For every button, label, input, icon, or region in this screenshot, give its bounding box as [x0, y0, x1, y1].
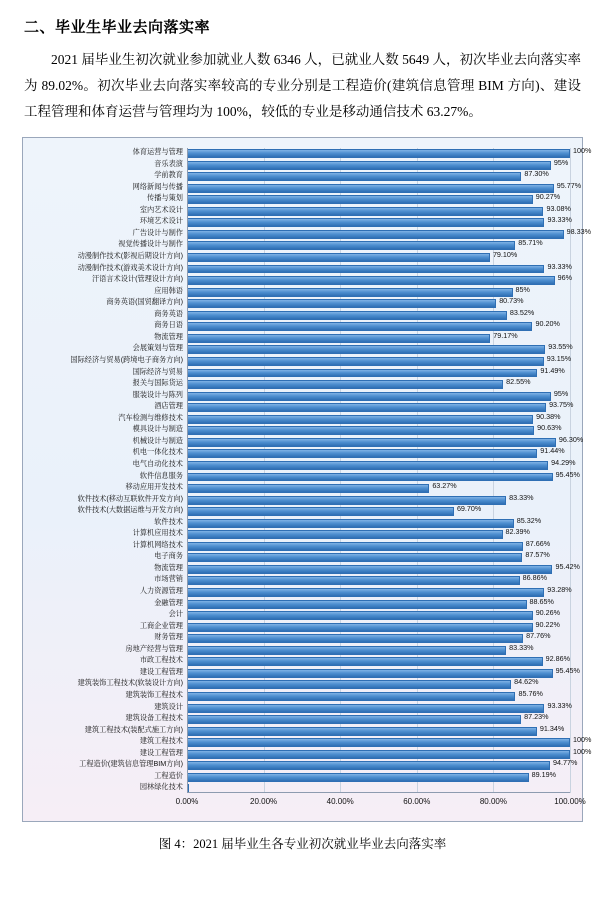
chart-value-label: 88.65%: [529, 596, 554, 606]
chart-bar: [187, 646, 506, 655]
chart-bar-row: [132, 377, 570, 391]
chart-category-label: 网络新闻与传播: [132, 181, 183, 191]
chart-bar: [187, 600, 527, 609]
chart-bar: [187, 507, 454, 516]
chart-bar-row: [139, 215, 572, 229]
chart-value-label: 93.33%: [547, 215, 572, 225]
chart-bar-row: [139, 585, 572, 599]
chart-category-label: 计算机网络技术: [132, 539, 183, 549]
chart-bar-row: [125, 712, 570, 726]
chart-value-label: 79.17%: [493, 330, 518, 340]
chart-bar: [187, 715, 521, 724]
chart-value-label: 82.39%: [505, 527, 530, 537]
chart-bar-row: [132, 388, 570, 403]
chart-value-label: 100%: [573, 735, 592, 745]
chart-category-label: 建筑工程技术: [139, 736, 183, 746]
chart-value-label: 85.32%: [516, 515, 542, 525]
chart-bar-row: [154, 169, 570, 183]
chart-x-axis: [187, 792, 570, 793]
chart-value-label: 94.77%: [552, 758, 578, 768]
chart-bar: [187, 253, 490, 262]
chart-bar-row: [132, 423, 570, 437]
chart-category-label: 应用韩语: [154, 285, 183, 295]
chart-bar: [187, 484, 429, 493]
chart-bar-row: [132, 226, 591, 241]
chart-bar: [187, 576, 520, 585]
chart-category-label: 建筑工程技术(装配式施工方向): [84, 724, 183, 734]
chart-category-label: 服装设计与陈列: [132, 389, 183, 399]
chart-bar: [187, 207, 543, 216]
chart-category-label: 工程造价(建筑信息管理BIM方向): [79, 759, 183, 769]
chart-value-label: 95%: [553, 388, 569, 398]
chart-category-label: 体育运营与管理: [132, 147, 183, 156]
chart-bar-row: [154, 400, 574, 414]
chart-plot-area: [70, 146, 592, 793]
chart-bar-row: [139, 746, 592, 761]
chart-value-label: 95.45%: [555, 469, 580, 479]
chart-value-label: 87.76%: [526, 631, 551, 641]
chart-category-label: 软件技术(大数据运维与开发方向): [77, 505, 183, 515]
chart-category-label: 人力资源管理: [139, 586, 183, 596]
chart-bar: [187, 449, 537, 458]
section-paragraph: 2021 届毕业生初次就业参加就业人数 6346 人，已就业人数 5649 人，初次毕业去向落实率为 89.02%。初次毕业去向落实率较高的专业分别是工程造价(建筑信息管理 BIM 方向)、建设工程管理和体育运营与管理均为 100%，较低的专业是移动通信技术 63.27%。: [24, 52, 581, 119]
chart-category-label: 软件技术: [154, 516, 183, 526]
chart-value-label: 87.66%: [525, 538, 551, 548]
chart-value-label: 93.33%: [547, 700, 572, 710]
chart-bar-row: [139, 203, 571, 218]
chart-value-label: 93.15%: [546, 353, 572, 363]
chart-category-label: 国际经济与贸易: [132, 366, 183, 376]
chart-bar: [187, 588, 544, 597]
chart-bar: [187, 438, 556, 447]
chart-value-label: 91.44%: [540, 446, 565, 456]
chart-category-label: 建筑设备工程技术: [125, 713, 183, 723]
chart-bar-row: [132, 434, 584, 449]
chart-bar-row: [154, 307, 570, 322]
chart-category-label: 建筑设计: [154, 701, 183, 711]
chart-category-label: 机电一体化技术: [132, 447, 183, 457]
chart-value-label: 86.86%: [522, 573, 548, 583]
chart-x-tick-label: 0.00%: [175, 797, 199, 806]
chart-value-label: 100%: [573, 146, 592, 155]
chart-value-label: 93.08%: [546, 203, 571, 213]
chart-value-label: 87.30%: [524, 169, 549, 179]
chart-bar-row: [147, 192, 570, 206]
chart-value-label: 85.76%: [518, 689, 543, 699]
chart-value-label: 85%: [515, 284, 530, 294]
chart-bar: [187, 704, 544, 713]
chart-category-label: 建设工程管理: [139, 747, 183, 757]
chart-bar-row: [139, 619, 570, 634]
chart-bar-row: [125, 642, 570, 657]
chart-value-label: 95.77%: [556, 180, 582, 190]
chart-bar: [187, 611, 533, 620]
chart-bar-row: [77, 504, 570, 518]
chart-bar: [187, 727, 537, 736]
chart-value-label: 69.70%: [456, 504, 482, 514]
chart-bar-row: [70, 353, 572, 368]
chart-bar: [187, 357, 544, 366]
chart-x-tick-label: 100.00%: [554, 797, 586, 806]
chart-value-label: 90.63%: [537, 423, 562, 433]
chart-value-label: 84.62%: [514, 677, 539, 687]
chart-value-label: 85.71%: [518, 238, 543, 248]
chart-bar: [187, 473, 553, 482]
chart-x-tick-label: 40.00%: [326, 797, 354, 806]
chart-value-label: 91.49%: [540, 365, 565, 375]
chart-category-label: 工程造价: [154, 770, 183, 780]
chart-bar: [187, 345, 545, 354]
chart-bar: [187, 415, 533, 424]
chart-category-label: 金融管理: [154, 597, 183, 607]
chart-bar-row: [77, 492, 570, 507]
chart-bar-row: [139, 469, 580, 484]
chart-category-label: 广告设计与制作: [132, 227, 183, 237]
chart-value-label: 93.28%: [547, 585, 572, 595]
chart-category-label: 传播与策划: [147, 193, 183, 203]
chart-bar: [187, 172, 521, 181]
chart-value-label: 90.22%: [535, 619, 560, 629]
chart-value-label: 100%: [573, 746, 592, 756]
section-heading: 二、毕业生毕业去向落实率: [24, 20, 211, 36]
chart-bar: [187, 426, 534, 435]
chart-bar-row: [139, 665, 580, 680]
chart-bar: [187, 149, 570, 158]
chart-bar: [187, 565, 552, 574]
chart-category-label: 会计: [168, 609, 183, 619]
chart-bar-row: [77, 249, 570, 264]
chart-bar: [187, 461, 548, 470]
chart-category-label: 商务英语: [154, 308, 183, 318]
chart-bar: [187, 553, 522, 562]
chart-bar-row: [154, 573, 570, 587]
chart-category-label: 房地产经营与管理: [125, 643, 183, 653]
chart-bar-row: [132, 527, 570, 541]
chart-category-label: 机械设计与制造: [132, 435, 183, 445]
chart-value-label: 83.52%: [509, 307, 535, 317]
chart-value-label: 93.33%: [547, 261, 572, 271]
chart-bar: [187, 761, 550, 770]
chart-category-label: 汗语言术设计(管理设计方向): [91, 274, 183, 284]
chart-category-label: 计算机应用技术: [132, 528, 183, 538]
chart-bar: [187, 195, 533, 204]
chart-category-label: 财务管理: [154, 632, 183, 642]
chart-bar: [187, 657, 543, 666]
chart-bar-row: [118, 411, 570, 426]
chart-category-label: 模具设计与制造: [132, 424, 183, 434]
chart-value-label: 83.33%: [509, 492, 534, 502]
chart-bar-row: [132, 538, 570, 553]
chart-bar: [187, 392, 551, 401]
chart-bar-row: [139, 654, 571, 668]
chart-value-label: 94.29%: [551, 457, 576, 467]
chart-value-label: 96.30%: [558, 434, 584, 444]
chart-x-tick-label: 20.00%: [250, 797, 278, 806]
chart-bar: [187, 773, 529, 782]
chart-bar-row: [139, 782, 570, 795]
chart-category-label: 音乐表演: [154, 158, 183, 168]
chart-value-label: 90.27%: [535, 192, 561, 202]
chart-bar-row: [77, 261, 572, 276]
chart-value-label: 83.33%: [509, 642, 534, 652]
chart-category-label: 电子商务: [154, 551, 183, 561]
chart-value-label: 87.23%: [524, 712, 549, 722]
chart-bar: [187, 288, 513, 297]
chart-category-label: 电气自动化技术: [132, 458, 183, 468]
chart-value-label: 93.55%: [548, 342, 573, 352]
chart-bar-row: [139, 735, 592, 749]
chart-category-label: 会展策划与管理: [132, 343, 183, 353]
chart-bar-row: [79, 758, 578, 772]
chart-bar: [187, 692, 515, 701]
chart-category-label: 软件信息服务: [139, 470, 183, 480]
chart-bar-row: [132, 146, 592, 160]
chart-category-label: 动漫制作技术(游戏美术设计方向): [77, 262, 183, 272]
chart-value-label: 95.42%: [555, 561, 580, 571]
chart-bar: [187, 530, 503, 539]
chart-bar: [187, 265, 544, 274]
chart-bar: [187, 311, 507, 320]
chart-bar: [187, 623, 533, 632]
chart-bar: [187, 241, 515, 250]
chart-bar: [187, 230, 564, 239]
chart-bar-row: [154, 561, 580, 576]
chart-bar-row: [154, 769, 570, 784]
chart-bar: [187, 542, 523, 551]
chart-category-label: 商务日语: [154, 320, 183, 330]
chart-bar: [187, 750, 570, 759]
chart-value-label: 90.26%: [535, 608, 561, 618]
chart-bar-row: [154, 157, 570, 172]
chart-category-label: 环境艺术设计: [139, 216, 183, 226]
chart-value-label: 95.45%: [555, 665, 580, 675]
chart-category-label: 室内艺术设计: [139, 204, 183, 214]
chart-x-tick-label: 60.00%: [403, 797, 431, 806]
chart-bar-row: [91, 273, 573, 287]
chart-bar: [187, 184, 554, 193]
chart-bar-row: [77, 677, 570, 691]
chart-value-label: 96%: [557, 273, 573, 283]
chart-value-label: 95%: [553, 157, 569, 167]
chart-bar: [187, 680, 511, 689]
chart-bar: [187, 634, 523, 643]
chart-bar: [187, 669, 553, 678]
chart-category-label: 视觉传播设计与制作: [118, 239, 183, 249]
chart-bar-row: [84, 723, 570, 738]
chart-bar-row: [154, 700, 572, 715]
chart-bar-row: [125, 689, 570, 703]
chart-bar: [187, 369, 537, 378]
chart-category-label: 国际经济与贸易(跨境电子商务方向): [70, 354, 183, 364]
chart-category-label: 汽车检测与维修技术: [118, 412, 183, 422]
chart-category-label: 学前教育: [154, 170, 183, 180]
chart-value-label: 79.10%: [492, 249, 518, 259]
chart-bars: [70, 146, 592, 793]
chart-value-label: 80.73%: [499, 296, 524, 306]
chart-category-label: 园林绿化技术: [139, 782, 183, 792]
chart-category-label: 建设工程管理: [139, 666, 183, 676]
chart-value-label: 93.75%: [549, 400, 574, 410]
chart-x-tick-labels: [175, 797, 586, 811]
chart-bar: [187, 161, 551, 170]
chart-bar: [187, 519, 514, 528]
chart-value-label: 91.34%: [539, 723, 565, 733]
chart-bar-row: [132, 342, 573, 356]
chart-bar: [187, 322, 532, 331]
chart-bar: [187, 738, 570, 747]
chart-bar: [187, 218, 544, 227]
chart-bar-row: [154, 330, 570, 345]
chart-bar: [187, 334, 490, 343]
chart-category-label: 商务英语(国贸翻译方向): [106, 297, 183, 307]
figure-caption: 图 4：2021 届毕业生各专业初次就业毕业去向落实率: [158, 837, 447, 851]
chart-x-tick-label: 80.00%: [479, 797, 507, 806]
chart-value-label: 63.27%: [432, 481, 457, 491]
chart-category-label: 市政工程技术: [139, 655, 183, 665]
chart-bar-row: [132, 457, 576, 472]
bar-chart: [22, 137, 592, 822]
chart-bar: [187, 299, 496, 308]
chart-y-axis: [187, 148, 188, 793]
chart-value-label: 90.20%: [535, 319, 560, 329]
chart-bar: [187, 276, 555, 285]
chart-bar: [187, 380, 503, 389]
chart-value-label: 87.57%: [525, 550, 550, 560]
chart-category-label: 建筑装饰工程技术(软装设计方向): [77, 678, 183, 688]
chart-value-label: 89.19%: [531, 769, 556, 779]
chart-value-label: 92.86%: [545, 654, 571, 664]
chart-value-label: 90.38%: [536, 411, 561, 421]
chart-category-label: 工商企业管理: [139, 620, 183, 630]
chart-bar-row: [154, 550, 570, 564]
chart-category-label: 动漫制作技术(影视后期设计方向): [77, 250, 183, 260]
chart-category-label: 软件技术(移动互联软件开发方向): [77, 493, 183, 503]
chart-category-label: 市场营销: [154, 574, 183, 584]
chart-bar-row: [132, 180, 582, 195]
chart-category-label: 物流管理: [154, 331, 183, 341]
chart-category-label: 移动应用开发技术: [125, 482, 183, 492]
chart-value-label: 98.33%: [566, 226, 591, 236]
chart-bar: [187, 403, 546, 412]
chart-category-label: 酒店管理: [154, 401, 183, 411]
chart-bar-row: [132, 446, 570, 460]
chart-bar-row: [168, 608, 570, 622]
chart-category-label: 建筑装饰工程技术: [125, 690, 183, 700]
chart-category-label: 物流管理: [154, 562, 183, 572]
chart-category-label: 报关与国际货运: [132, 378, 183, 388]
chart-value-label: 82.55%: [506, 377, 531, 387]
chart-bar-row: [154, 596, 570, 611]
